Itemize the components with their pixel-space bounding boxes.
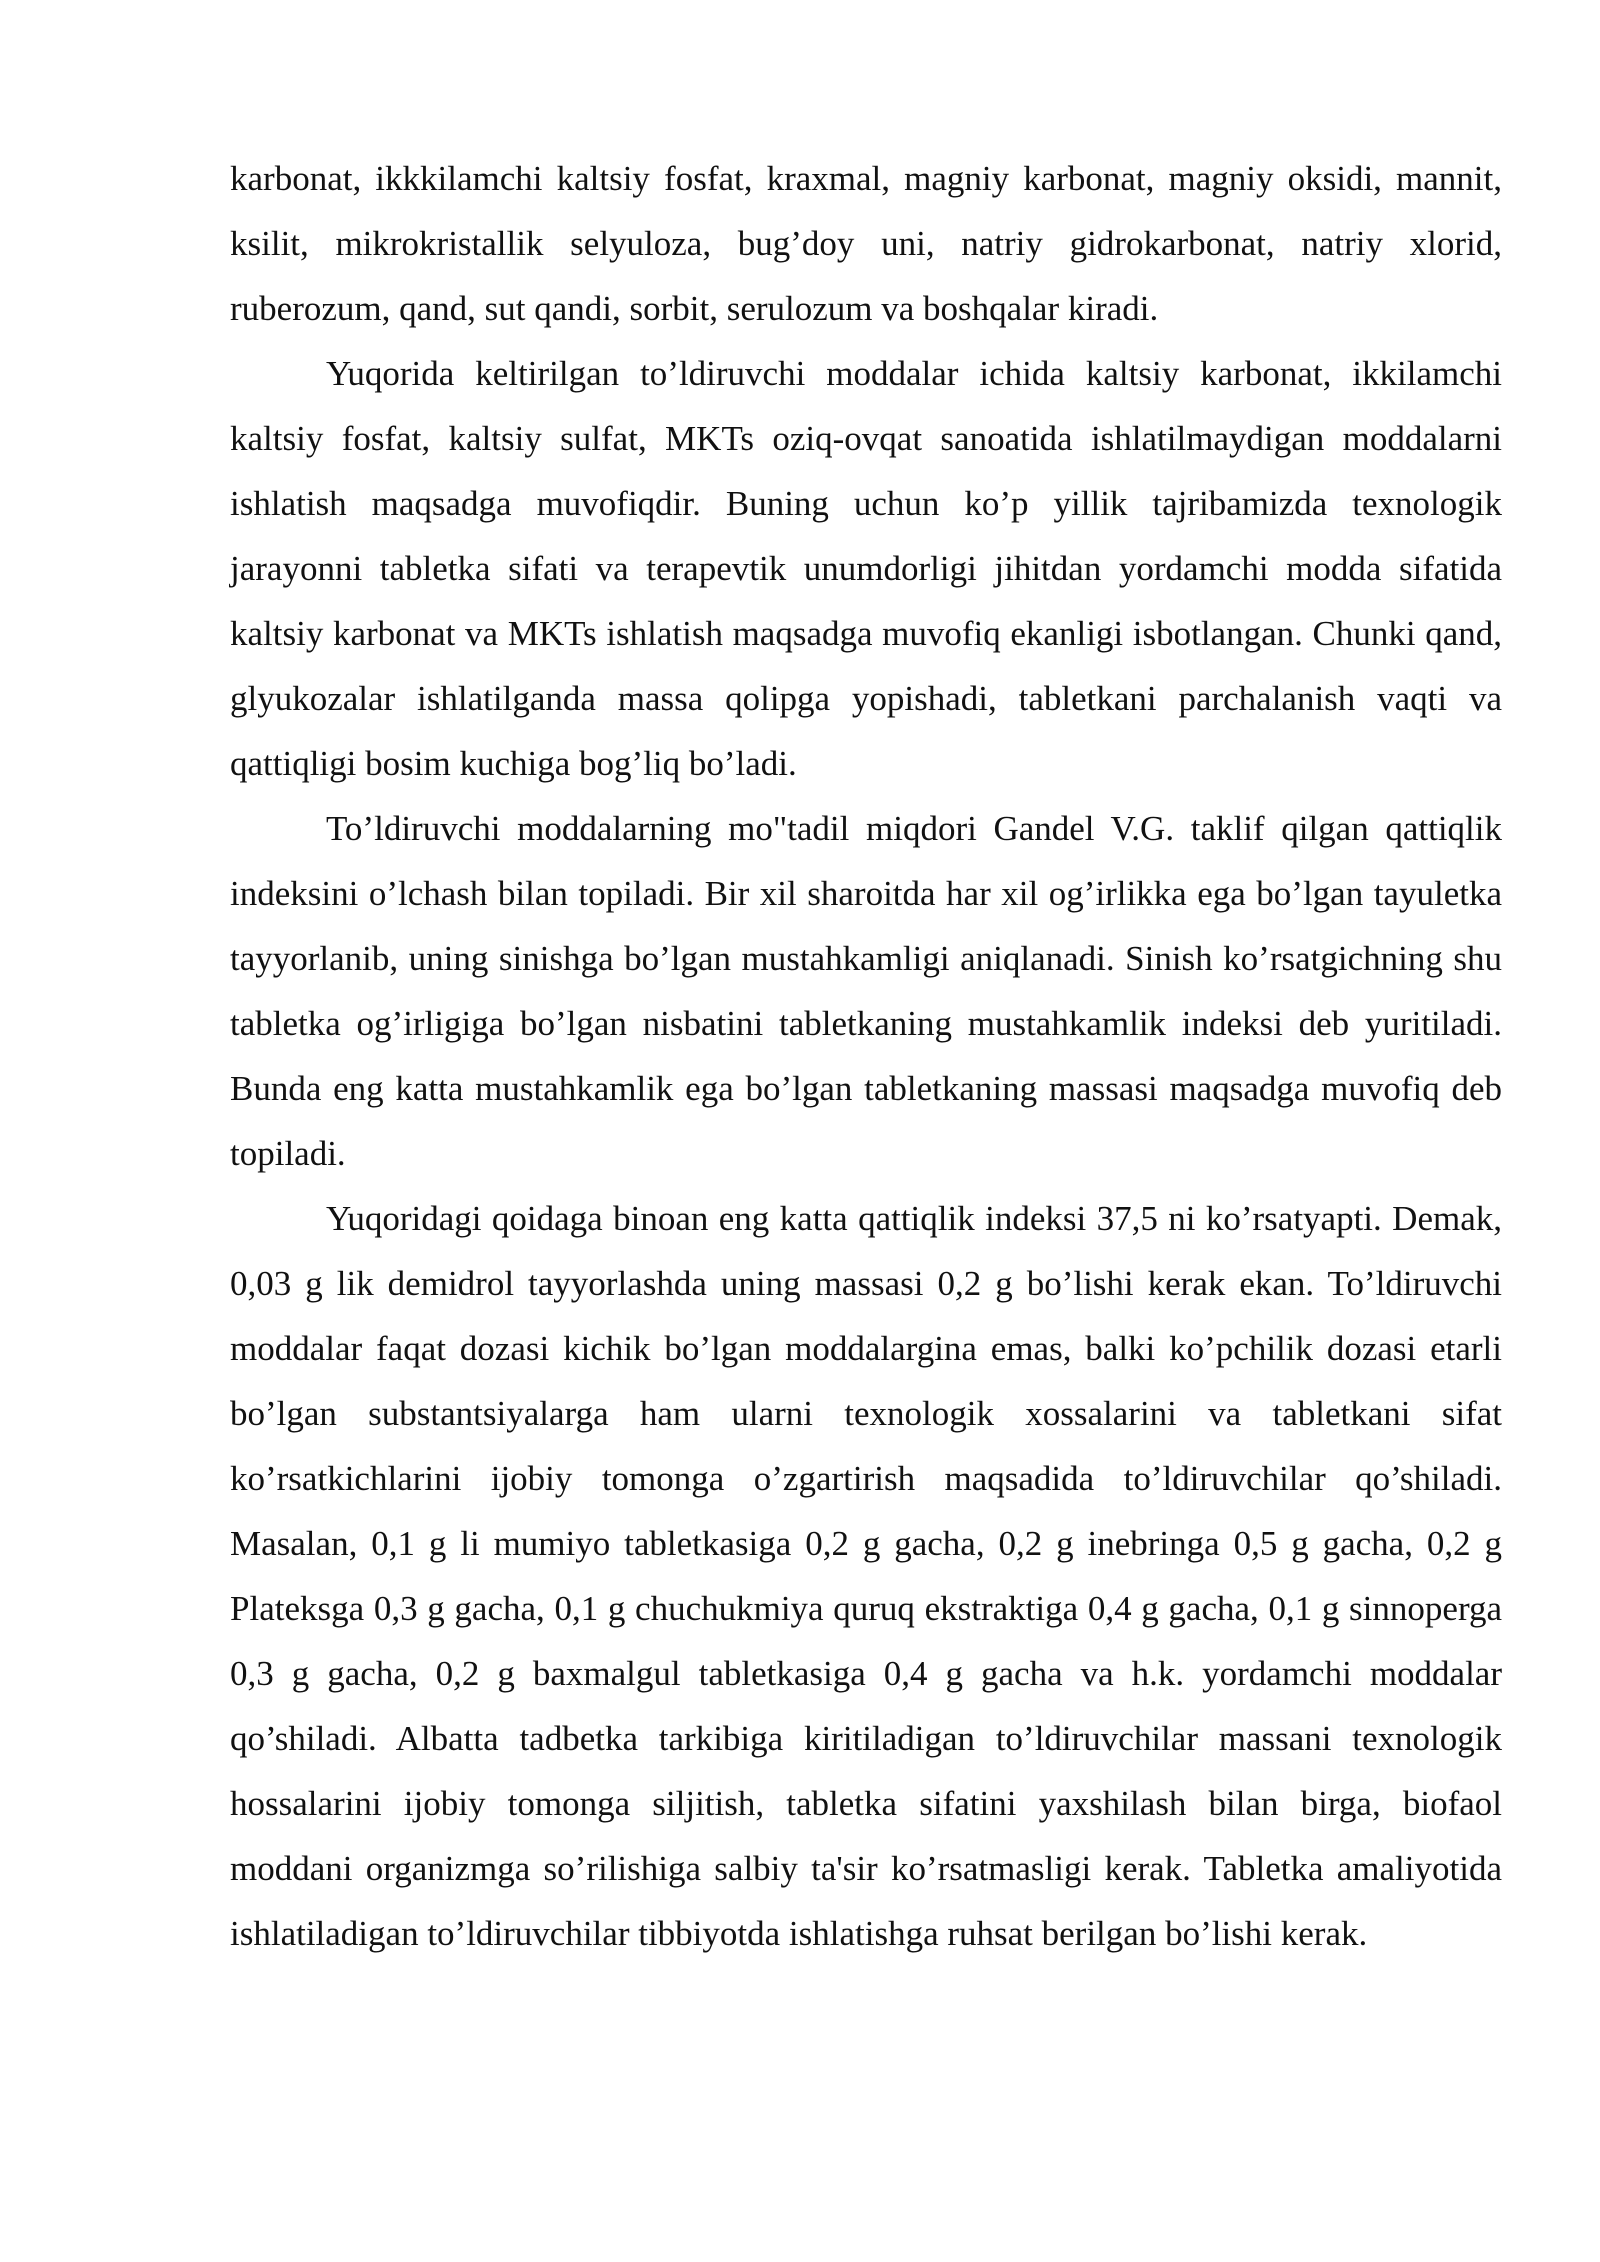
paragraph-2: Yuqorida keltirilgan to’ldiruvchi moddalar ichida kaltsiy karbonat, ikkilamchi kaltsiy fosfat, kaltsiy sulfat, MKTs oziq-ovqat sanoatida ishlatilmaydigan moddalarni ishlatish maqsadga muvofiqdir. Buning uchun ko’p yillik tajribamizda texnologik jarayonni tabletka sifati va terapevtik unumdorligi jihitdan yordamchi modda sifatida kaltsiy karbonat va MKTs ishlatish maqsadga muvofiq ekanligi isbotlangan. Chunki qand, glyukozalar ishlatilganda massa qolipga yopishadi, tabletkani parchalanish vaqti va qattiqligi bosim kuchiga bog’liq bo’ladi. (230, 354, 1502, 783)
paragraph-4: Yuqoridagi qoidaga binoan eng katta qattiqlik indeksi 37,5 ni ko’rsatyapti. Demak, 0,03 g lik demidrol tayyorlashda uning massasi 0,2 g bo’lishi kerak ekan. To’ldiruvchi moddalar faqat dozasi kichik bo’lgan moddalargina emas, balki ko’pchilik dozasi etarli bo’lgan substantsiyalarga ham ularni texnologik xossalarini va tabletkani sifat ko’rsatkichlarini ijobiy tomonga o’zgartirish maqsadida to’ldiruvchilar qo’shiladi. Masalan, 0,1 g li mumiyo tabletkasiga 0,2 g gacha, 0,2 g inebringa 0,5 g gacha, 0,2 g Plateksga 0,3 g gacha, 0,1 g chuchukmiya quruq ekstraktiga 0,4 g gacha, 0,1 g sinnoperga 0,3 g gacha, 0,2 g baxmalgul tabletkasiga 0,4 g gacha va h.k. yordamchi moddalar qo’shiladi. Albatta tadbetka tarkibiga kiritiladigan to’ldiruvchilar massani texnologik hossalarini ijobiy tomonga siljitish, tabletka sifatini yaxshilash bilan birga, biofaol moddani organizmga so’rilishiga salbiy ta'sir ko’rsatmasligi kerak. Tabletka amaliyotida ishlatiladigan to’ldiruvchilar tibbiyotda ishlatishga ruhsat berilgan bo’lishi kerak. (230, 1199, 1502, 1953)
document-page (230, 146, 1502, 1966)
paragraph-1: karbonat, ikkkilamchi kaltsiy fosfat, kraxmal, magniy karbonat, magniy oksidi, mannit, ksilit, mikrokristallik selyuloza, bug’doy uni, natriy gidrokarbonat, natriy xlorid, ruberozum, qand, sut qandi, sorbit, serulozum va boshqalar kiradi. (230, 159, 1502, 328)
paragraph-3: To’ldiruvchi moddalarning mo"tadil miqdori Gandel V.G. taklif qilgan qattiqlik indeksini o’lchash bilan topiladi. Bir xil sharoitda har xil og’irlikka ega bo’lgan tayuletka tayyorlanib, uning sinishga bo’lgan mustahkamligi aniqlanadi. Sinish ko’rsatgichning shu tabletka og’irligiga bo’lgan nisbatini tabletkaning mustahkamlik indeksi deb yuritiladi. Bunda eng katta mustahkamlik ega bo’lgan tabletkaning massasi maqsadga muvofiq deb topiladi. (230, 809, 1502, 1173)
